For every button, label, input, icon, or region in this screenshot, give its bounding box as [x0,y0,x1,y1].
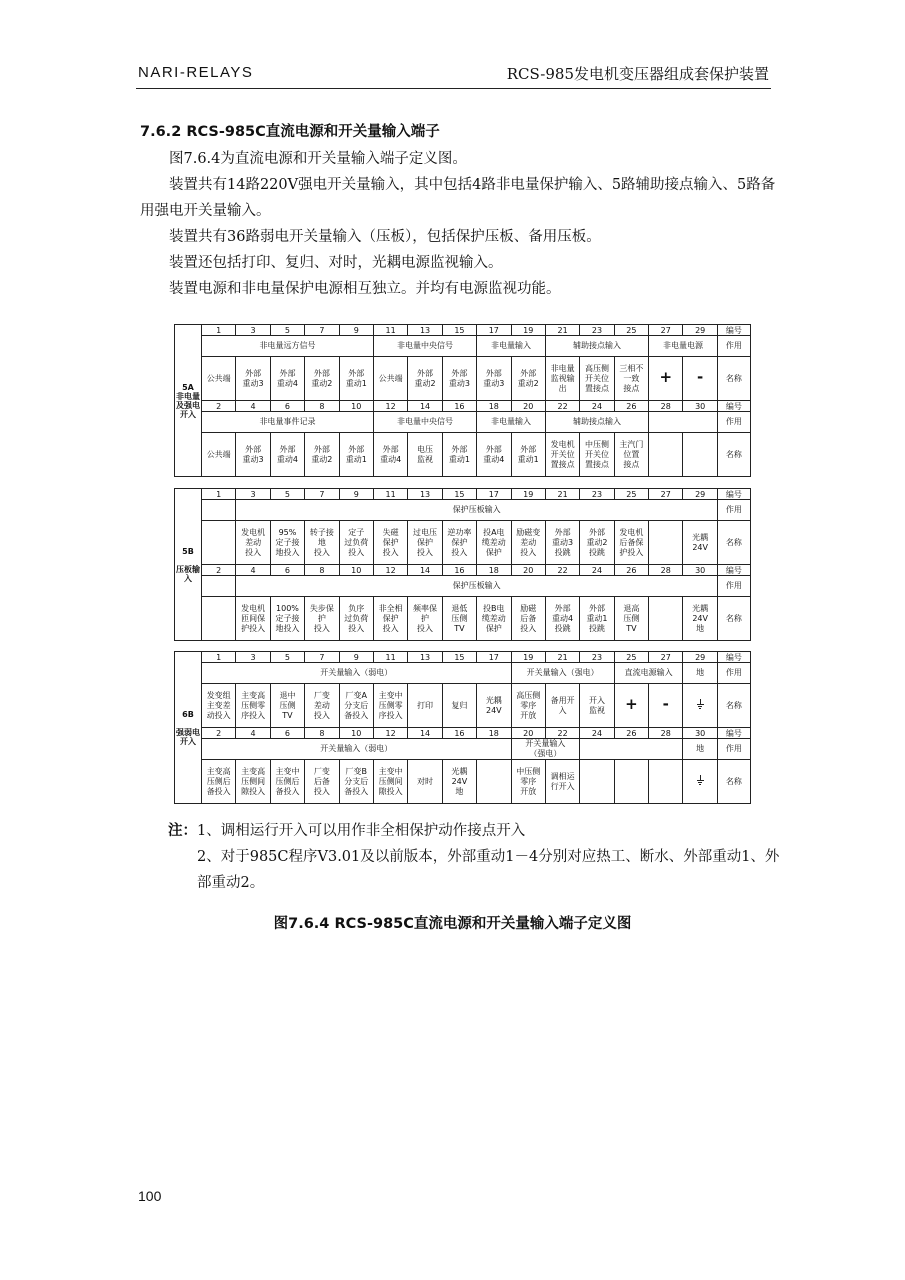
terminal-name-cell [202,597,236,641]
group-cell [202,500,236,521]
table-row [175,739,751,760]
terminal-name-cell [649,597,683,641]
table-row [175,597,751,641]
terminal-name-cell: 投B电 缆差动 保护 [477,597,511,641]
table-row [175,489,751,500]
terminal-name-cell: 备用开 入 [545,684,579,728]
terminal-name-cell: 励磁变 差动 投入 [511,521,545,565]
terminal-number-cell: 6 [270,728,304,739]
terminal-number-cell: 8 [305,401,339,412]
intro-paragraphs [140,146,780,302]
terminal-number-cell: 编号 [717,489,750,500]
terminal-name-cell: 外部 重动2 投跳 [580,521,614,565]
terminal-number-cell: 14 [408,565,442,576]
terminal-name-cell [683,433,717,477]
terminal-number-cell: 24 [580,401,614,412]
terminal-number-cell: 24 [580,565,614,576]
terminal-name-cell: 光耦 24V [477,684,511,728]
note-1: 1、调相运行开入可以用作非全相保护动作接点开入 [197,823,526,839]
table-row [175,336,751,357]
page-number: 100 [138,1188,162,1204]
group-cell: 作用 [717,663,750,684]
terminal-name-cell: 外部 重动2 [511,357,545,401]
terminal-name-cell: 复归 [442,684,476,728]
terminal-number-cell: 9 [339,489,373,500]
terminal-name-cell: 定子 过负荷 投入 [339,521,373,565]
terminal-number-cell: 19 [511,652,545,663]
terminal-name-cell: 外部 重动4 [477,433,511,477]
table-label: 5A 非电量及强电开入 [175,325,202,477]
terminal-number-cell: 22 [545,401,579,412]
terminal-number-cell: 24 [580,728,614,739]
group-cell: 非电量中央信号 [373,336,476,357]
terminal-number-cell: 23 [580,489,614,500]
terminal-name-cell [649,760,683,804]
terminal-name-cell: 名称 [717,521,750,565]
terminal-number-cell: 28 [649,565,683,576]
terminal-number-cell: 2 [202,565,236,576]
group-cell [202,576,236,597]
terminal-name-cell: 公共端 [202,357,236,401]
terminal-name-cell: 外部 重动1 [339,357,373,401]
terminal-name-cell: 外部 重动2 [408,357,442,401]
terminal-number-cell: 13 [408,325,442,336]
terminal-name-cell: 名称 [717,684,750,728]
terminal-name-cell: 三相不 一致 接点 [614,357,648,401]
terminal-name-cell: + [614,684,648,728]
terminal-number-cell: 17 [477,325,511,336]
header-right: RCS-985发电机变压器组成套保护装置 [506,65,769,83]
terminal-name-cell: 发电机 差动 投入 [236,521,270,565]
terminal-name-cell [649,433,683,477]
terminal-number-cell: 8 [305,728,339,739]
terminal-name-cell: 非电量 监视输 出 [545,357,579,401]
terminal-name-cell: 高压侧 开关位 置接点 [580,357,614,401]
terminal-number-cell: 30 [683,565,717,576]
terminal-number-cell: 28 [649,401,683,412]
group-cell: 非电量事件记录 [202,412,374,433]
paragraph-5: 装置电源和非电量保护电源相互独立。并均有电源监视功能。 [169,281,561,297]
terminal-name-cell: 外部 重动3 [477,357,511,401]
terminal-number-cell: 11 [373,652,407,663]
terminal-number-cell: 17 [477,652,511,663]
terminal-name-cell: 外部 重动4 [270,433,304,477]
terminal-name-cell: 发电机 匝间保 护投入 [236,597,270,641]
terminal-name-cell: 转子接 地 投入 [305,521,339,565]
terminal-name-cell: 投A电 缆差动 保护 [477,521,511,565]
terminal-name-cell [580,760,614,804]
table-row [175,521,751,565]
terminal-number-cell: 编号 [717,401,750,412]
terminal-number-cell: 20 [511,565,545,576]
terminal-number-cell: 25 [614,325,648,336]
terminal-name-cell: 主变中 压侧后 备投入 [270,760,304,804]
terminal-number-cell: 29 [683,652,717,663]
group-cell: 辅助接点输入 [545,336,648,357]
terminal-number-cell: 22 [545,565,579,576]
terminal-number-cell: 9 [339,652,373,663]
terminal-name-cell: 外部 重动1 [442,433,476,477]
terminal-number-cell: 7 [305,652,339,663]
terminal-name-cell: 名称 [717,433,750,477]
terminal-number-cell: 16 [442,401,476,412]
terminal-number-cell: 15 [442,652,476,663]
terminal-number-cell: 12 [373,565,407,576]
paragraph-4: 装置还包括打印、复归、对时，光耦电源监视输入。 [169,255,503,271]
terminal-number-cell: 14 [408,401,442,412]
paragraph-2: 装置共有14路220V强电开关量输入，其中包括4路非电量保护输入、5路辅助接点输入、5路备用强电开关量输入。 [140,177,776,219]
terminal-number-cell: 1 [202,489,236,500]
note-2: 2、对于985C程序V3.01及以前版本，外部重动1－4分别对应热工、断水、外部重动1、外部重动2。 [197,849,780,891]
terminal-number-cell: 10 [339,728,373,739]
group-cell: 作用 [717,576,750,597]
terminal-name-cell: 频率保 护 投入 [408,597,442,641]
group-cell: 作用 [717,412,750,433]
terminal-name-cell [683,760,717,804]
terminal-table-5A [174,324,751,477]
terminal-name-cell: 中压侧 零序 开放 [511,760,545,804]
terminal-number-cell: 11 [373,325,407,336]
table-label: 6B 强弱电开入 [175,652,202,804]
terminal-name-cell: 对时 [408,760,442,804]
terminal-number-cell: 12 [373,728,407,739]
terminal-number-cell: 27 [649,325,683,336]
terminal-name-cell: 厂变 差动 投入 [305,684,339,728]
terminal-number-cell: 4 [236,565,270,576]
group-cell: 保护压板输入 [236,500,717,521]
terminal-name-cell [649,521,683,565]
terminal-number-cell: 16 [442,728,476,739]
terminal-name-cell: 开入 监视 [580,684,614,728]
table-row [175,325,751,336]
terminal-number-cell: 20 [511,728,545,739]
terminal-number-cell: 29 [683,325,717,336]
terminal-number-cell: 4 [236,401,270,412]
table-row [175,728,751,739]
notes-lead: 注： [168,823,197,839]
terminal-name-cell: 失步保 护 投入 [305,597,339,641]
terminal-name-cell: 外部 重动3 [236,357,270,401]
terminal-number-cell: 26 [614,401,648,412]
terminal-name-cell: 主汽门 位置 接点 [614,433,648,477]
terminal-name-cell: 发电机 开关位 置接点 [545,433,579,477]
terminal-number-cell: 7 [305,489,339,500]
terminal-number-cell: 2 [202,401,236,412]
terminal-number-cell: 28 [649,728,683,739]
terminal-number-cell: 21 [545,652,579,663]
terminal-name-cell: 厂变B 分支后 备投入 [339,760,373,804]
terminal-number-cell: 3 [236,325,270,336]
group-cell: 地 [683,739,717,760]
terminal-number-cell: 23 [580,652,614,663]
terminal-name-cell: 主变高 压侧间 隙投入 [236,760,270,804]
table-row [175,663,751,684]
terminal-name-cell: 主变中 压侧间 隙投入 [373,760,407,804]
table-row [175,684,751,728]
terminal-number-cell: 23 [580,325,614,336]
terminal-name-cell: 调相运 行开入 [545,760,579,804]
terminal-name-cell: 外部 重动3 [236,433,270,477]
terminal-table-5B [174,488,751,641]
terminal-name-cell: - [649,684,683,728]
terminal-name-cell: 退中 压侧 TV [270,684,304,728]
terminal-name-cell: 过电压 保护 投入 [408,521,442,565]
terminal-name-cell: 厂变 后备 投入 [305,760,339,804]
figure-caption: 图7.6.4 RCS-985C直流电源和开关量输入端子定义图 [273,916,632,932]
terminal-name-cell [477,760,511,804]
terminal-number-cell: 19 [511,325,545,336]
terminal-name-cell: 公共端 [202,433,236,477]
terminal-name-cell: 外部 重动3 [442,357,476,401]
terminal-number-cell: 16 [442,565,476,576]
terminal-name-cell: 主变中 压侧零 序投入 [373,684,407,728]
terminal-number-cell: 11 [373,489,407,500]
terminal-number-cell: 26 [614,728,648,739]
terminal-name-cell: 负序 过负荷 投入 [339,597,373,641]
paragraph-3: 装置共有36路弱电开关量输入（压板），包括保护压板、备用压板。 [169,229,601,245]
terminal-number-cell: 27 [649,652,683,663]
terminal-name-cell: 中压侧 开关位 置接点 [580,433,614,477]
table-row [175,500,751,521]
group-cell [649,412,718,433]
terminal-name-cell: 外部 重动4 投跳 [545,597,579,641]
terminal-number-cell: 12 [373,401,407,412]
terminal-name-cell: 励磁 后备 投入 [511,597,545,641]
section-title: 7.6.2 RCS-985C直流电源和开关量输入端子 [140,124,440,140]
terminal-name-cell [202,521,236,565]
terminal-number-cell: 20 [511,401,545,412]
terminal-name-cell: 高压侧 零序 开放 [511,684,545,728]
group-cell [580,739,683,760]
terminal-name-cell: 名称 [717,597,750,641]
terminal-number-cell: 19 [511,489,545,500]
terminal-number-cell: 1 [202,325,236,336]
table-row [175,576,751,597]
group-cell: 开关量输入（强电） [511,663,614,684]
terminal-number-cell: 13 [408,652,442,663]
group-cell: 作用 [717,500,750,521]
terminal-number-cell: 18 [477,401,511,412]
terminal-name-cell: 外部 重动1 [511,433,545,477]
group-cell: 非电量电源 [649,336,718,357]
group-cell: 开关量输入（弱电） [202,663,512,684]
terminal-number-cell: 编号 [717,325,750,336]
terminal-number-cell: 25 [614,652,648,663]
terminal-name-cell: - [683,357,717,401]
group-cell: 作用 [717,336,750,357]
group-cell: 直流电源输入 [614,663,683,684]
terminal-number-cell: 3 [236,489,270,500]
terminal-number-cell: 10 [339,401,373,412]
terminal-name-cell: 发电机 后备保 护投入 [614,521,648,565]
terminal-name-cell: 100% 定子接 地投入 [270,597,304,641]
terminal-name-cell: 主变高 压侧零 序投入 [236,684,270,728]
terminal-number-cell: 21 [545,489,579,500]
terminal-name-cell: 外部 重动2 [305,433,339,477]
terminal-number-cell: 5 [270,652,304,663]
terminal-number-cell: 1 [202,652,236,663]
terminal-number-cell: 10 [339,565,373,576]
terminal-name-cell: 主变高 压侧后 备投入 [202,760,236,804]
group-cell: 非电量输入 [477,412,546,433]
terminal-number-cell: 21 [545,325,579,336]
table-row [175,760,751,804]
terminal-name-cell: 电压 监视 [408,433,442,477]
terminal-number-cell: 30 [683,401,717,412]
group-cell: 作用 [717,739,750,760]
terminal-name-cell: 光耦 24V 地 [683,597,717,641]
terminal-number-cell: 18 [477,565,511,576]
terminal-number-cell: 6 [270,401,304,412]
terminal-name-cell: 厂变A 分支后 备投入 [339,684,373,728]
terminal-number-cell: 8 [305,565,339,576]
terminal-number-cell: 18 [477,728,511,739]
terminal-name-cell: 逆功率 保护 投入 [442,521,476,565]
table-label: 5B 压板输入 [175,489,202,641]
table-row [175,433,751,477]
terminal-number-cell: 30 [683,728,717,739]
terminal-name-cell [614,760,648,804]
terminal-name-cell: 外部 重动4 [373,433,407,477]
terminal-name-cell: 外部 重动1 [339,433,373,477]
terminal-name-cell: 外部 重动1 投跳 [580,597,614,641]
terminal-name-cell: 退高 压侧 TV [614,597,648,641]
terminal-number-cell: 9 [339,325,373,336]
terminal-number-cell: 编号 [717,728,750,739]
terminal-number-cell: 15 [442,489,476,500]
terminal-number-cell: 编号 [717,652,750,663]
terminal-name-cell: 外部 重动2 [305,357,339,401]
table-row [175,412,751,433]
terminal-number-cell: 27 [649,489,683,500]
group-cell: 辅助接点输入 [545,412,648,433]
terminal-name-cell: 退低 压侧 TV [442,597,476,641]
header-left: NARI-RELAYS [138,64,254,81]
table-row [175,565,751,576]
terminal-number-cell: 15 [442,325,476,336]
terminal-number-cell: 22 [545,728,579,739]
terminal-number-cell: 7 [305,325,339,336]
terminal-name-cell: 外部 重动4 [270,357,304,401]
table-row [175,652,751,663]
terminal-name-cell: 95% 定子接 地投入 [270,521,304,565]
terminal-name-cell: 名称 [717,760,750,804]
terminal-name-cell: 光耦 24V 地 [442,760,476,804]
terminal-number-cell: 2 [202,728,236,739]
ground-icon [694,699,706,709]
notes [168,818,788,896]
group-cell: 保护压板输入 [236,576,717,597]
group-cell: 开关量输入（弱电） [202,739,512,760]
terminal-name-cell: 打印 [408,684,442,728]
group-cell: 非电量输入 [477,336,546,357]
terminal-number-cell: 编号 [717,565,750,576]
terminal-number-cell: 5 [270,489,304,500]
group-cell: 非电量远方信号 [202,336,374,357]
terminal-number-cell: 3 [236,652,270,663]
terminal-name-cell: 非全相 保护 投入 [373,597,407,641]
terminal-number-cell: 29 [683,489,717,500]
terminal-number-cell: 14 [408,728,442,739]
terminal-number-cell: 6 [270,565,304,576]
group-cell: 非电量中央信号 [373,412,476,433]
terminal-name-cell: 发变组 主变差 动投入 [202,684,236,728]
paragraph-1: 图7.6.4为直流电源和开关量输入端子定义图。 [169,151,467,167]
terminal-name-cell [683,684,717,728]
terminal-number-cell: 4 [236,728,270,739]
terminal-name-cell: 名称 [717,357,750,401]
table-row [175,357,751,401]
terminal-name-cell: 失磁 保护 投入 [373,521,407,565]
header-rule [136,88,771,89]
terminal-name-cell: + [649,357,683,401]
ground-icon [694,775,706,785]
terminal-name-cell: 光耦 24V [683,521,717,565]
terminal-name-cell: 外部 重动3 投跳 [545,521,579,565]
terminal-number-cell: 17 [477,489,511,500]
table-row [175,401,751,412]
terminal-number-cell: 25 [614,489,648,500]
group-cell: 开关量输入 （强电） [511,739,580,760]
terminal-number-cell: 13 [408,489,442,500]
terminal-number-cell: 26 [614,565,648,576]
terminal-name-cell: 公共端 [373,357,407,401]
terminal-number-cell: 5 [270,325,304,336]
group-cell: 地 [683,663,717,684]
terminal-table-6B [174,651,751,804]
